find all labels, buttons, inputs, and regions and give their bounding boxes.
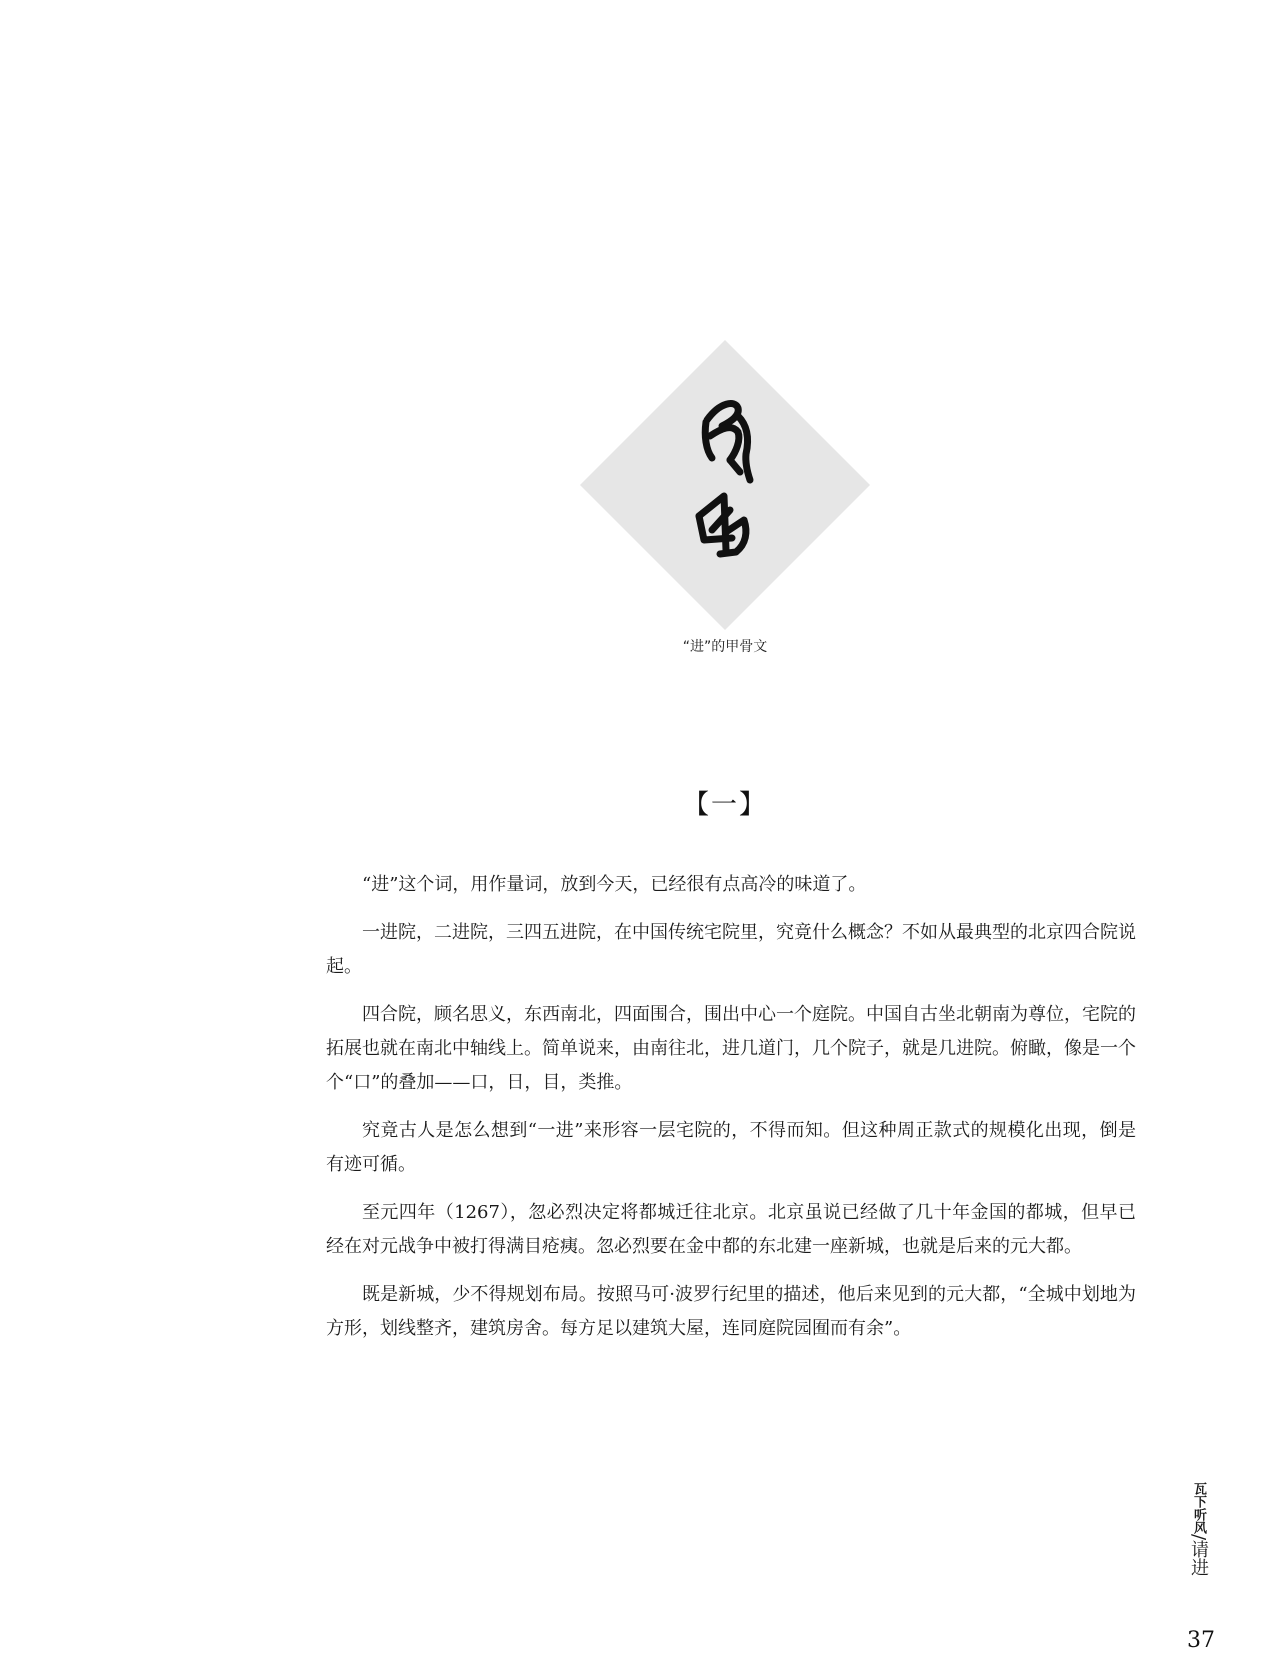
figure-caption: “进”的甲骨文 (682, 639, 768, 655)
paragraph: “进”这个词，用作量词，放到今天，已经很有点高冷的味道了。 (362, 874, 867, 895)
section-heading: 【一】 (682, 790, 767, 820)
body-text (326, 868, 1136, 1360)
running-head-series: 瓦下听风 (1191, 1482, 1206, 1534)
paragraph: 究竟古人是怎么想到“一进”来形容一层宅院的，不得而知。但这种周正款式的规模化出现，倒是有迹可循。 (326, 1120, 1136, 1175)
page-number: 37 (1187, 1628, 1215, 1653)
running-head-chapter: 请进 (1188, 1540, 1209, 1577)
running-head (1186, 1482, 1210, 1576)
running-head-separator: / (1188, 1534, 1209, 1541)
oracle-bone-glyph-image (580, 340, 870, 630)
paragraph: 一进院，二进院，三四五进院，在中国传统宅院里，究竟什么概念？不如从最典型的北京四合院说起。 (326, 922, 1136, 977)
oracle-bone-figure (580, 340, 870, 630)
paragraph: 至元四年（1267），忽必烈决定将都城迁往北京。北京虽说已经做了几十年金国的都城，但早已经在对元战争中被打得满目疮痍。忽必烈要在金中都的东北建一座新城，也就是后来的元大都。 (326, 1202, 1136, 1257)
diamond-background (580, 340, 870, 630)
paragraph: 既是新城，少不得规划布局。按照马可·波罗行纪里的描述，他后来见到的元大都，“全城中划地为方形，划线整齐，建筑房舍。每方足以建筑大屋，连同庭院园囿而有余”。 (326, 1284, 1136, 1339)
paragraph: 四合院，顾名思义，东西南北，四面围合，围出中心一个庭院。中国自古坐北朝南为尊位，宅院的拓展也就在南北中轴线上。简单说来，由南往北，进几道门，几个院子，就是几进院。俯瞰，像是一个个“口”的叠加——口，日，目，类推。 (326, 1004, 1136, 1093)
